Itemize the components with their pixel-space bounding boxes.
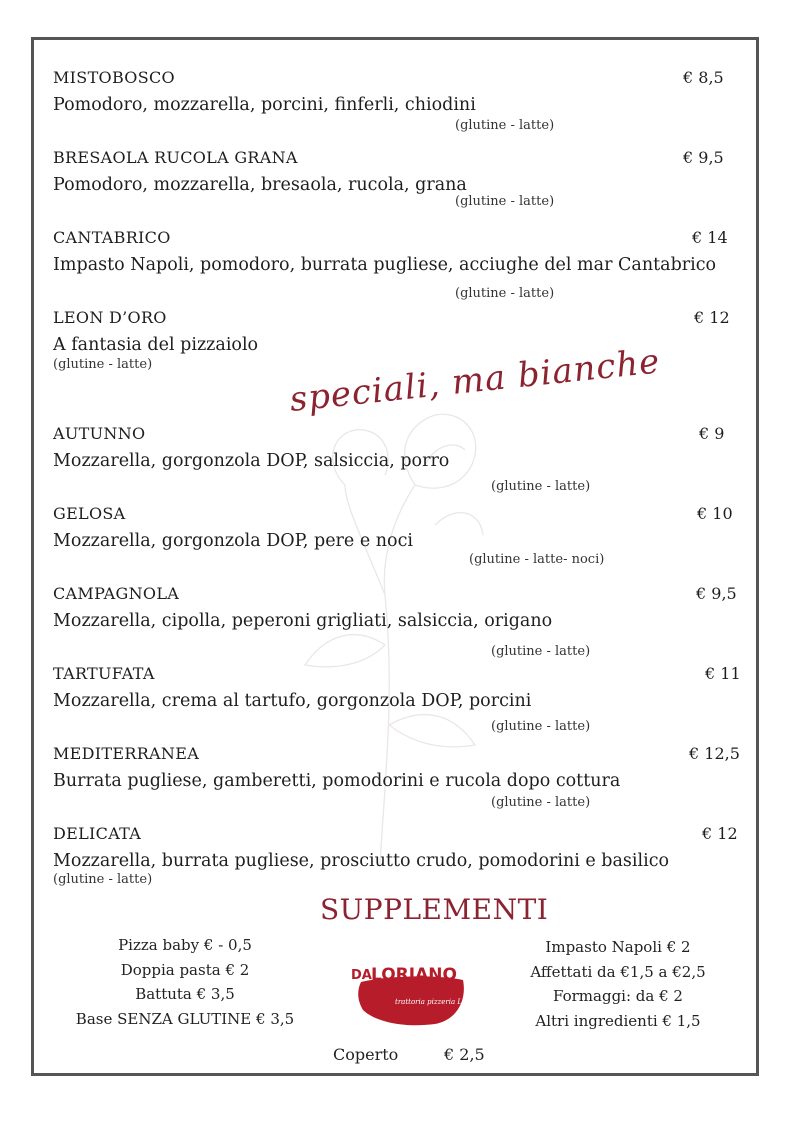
section-title-bianche: speciali, ma bianche [287,341,663,420]
coperto-price: € 2,5 [444,1045,485,1064]
pizza-name: GELOSA [53,504,126,523]
pizza-price: € 8,5 [683,68,724,87]
pizza-price: € 9,5 [696,584,737,603]
pizza-description: Pomodoro, mozzarella, porcini, finferli, chiodini [53,95,476,115]
supplement-item: Altri ingredienti € 1,5 [535,1011,701,1030]
supplementi-left-list [55,933,315,1031]
supplement-item: Base SENZA GLUTINE € 3,5 [75,1009,295,1028]
supplement-item: Battuta € 3,5 [135,985,235,1003]
coperto-label: Coperto [333,1045,399,1064]
pizza-price: € 12 [702,824,738,843]
pizza-price: € 9,5 [683,148,724,167]
pizza-name: MEDITERRANEA [53,744,200,763]
logo-tagline: trattoria pizzeria Loriano [395,998,485,1006]
supplement-item: Formaggi: da € 2 [553,987,683,1005]
pizza-allergens: (glutine - latte) [455,118,555,133]
supplement-item: Pizza baby € - 0,5 [118,936,252,954]
pizza-name: AUTUNNO [53,424,146,443]
pizza-description: Mozzarella, burrata pugliese, prosciutto crudo, pomodorini e basilico [53,851,670,871]
pizza-allergens: (glutine - latte) [455,286,555,301]
pizza-name: MISTOBOSCO [53,68,175,87]
pizza-description: Mozzarella, gorgonzola DOP, salsiccia, porro [53,451,450,471]
pizza-allergens: (glutine - latte) [455,194,555,209]
logo-loriano: LORIANO [371,965,457,985]
pizza-description: Mozzarella, gorgonzola DOP, pere e noci [53,531,413,551]
pizza-allergens: (glutine - latte) [53,357,153,372]
pizza-allergens: (glutine - latte) [491,644,591,659]
pizza-name: CAMPAGNOLA [53,584,180,603]
pizza-price: € 9 [699,424,725,443]
pizza-allergens: (glutine - latte) [53,872,153,887]
pizza-description: Burrata pugliese, gamberetti, pomodorini e rucola dopo cottura [53,771,621,791]
supplement-item: Doppia pasta € 2 [120,960,250,979]
pizza-allergens: (glutine - latte- noci) [469,552,605,567]
pizza-price: € 10 [697,504,733,523]
pizza-price: € 14 [692,228,728,247]
pizza-price: € 12,5 [689,744,740,763]
pizza-price: € 11 [705,664,741,683]
pizza-name: TARTUFATA [53,664,155,683]
pizza-price: € 12 [694,308,730,327]
pizza-allergens: (glutine - latte) [491,479,591,494]
supplement-item: Impasto Napoli € 2 [545,938,691,956]
pizza-description: Impasto Napoli, pomodoro, burrata pugliese, acciughe del mar Cantabrico [53,255,717,275]
pizza-name: CANTABRICO [53,228,171,247]
da-loriano-logo [345,960,485,1030]
pizza-description: A fantasia del pizzaiolo [53,335,259,355]
pizza-allergens: (glutine - latte) [491,719,591,734]
supplement-item: Affettati da €1,5 a €2,5 [530,962,706,981]
pizza-name: LEON D’ORO [53,308,167,327]
pizza-allergens: (glutine - latte) [491,795,591,810]
pizza-description: Mozzarella, cipolla, peperoni grigliati, salsiccia, origano [53,611,553,631]
supplementi-title: SUPPLEMENTI [320,893,549,926]
pizza-name: DELICATA [53,824,142,843]
pizza-description: Mozzarella, crema al tartufo, gorgonzola DOP, porcini [53,691,532,711]
logo-da: DA [351,968,372,983]
pizza-description: Pomodoro, mozzarella, bresaola, rucola, grana [53,175,467,195]
supplementi-right-list [488,935,748,1033]
pizza-name: BRESAOLA RUCOLA GRANA [53,148,298,167]
